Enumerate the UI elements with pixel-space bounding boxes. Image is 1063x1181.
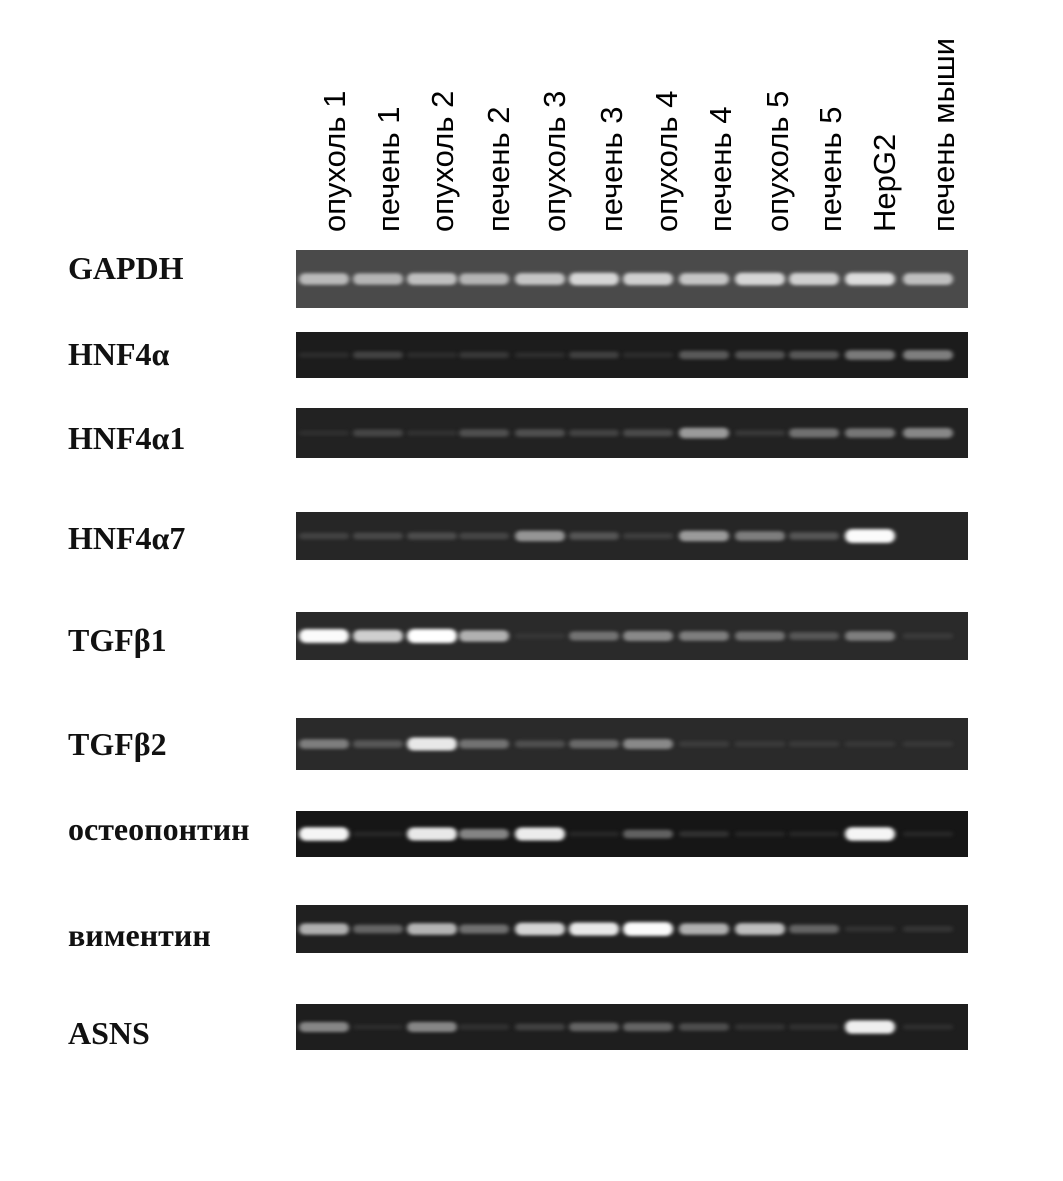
gel-band	[903, 1024, 953, 1029]
gel-band	[623, 533, 673, 539]
gel-band	[679, 273, 729, 285]
gene-label-osteopontin: остеопонтин	[68, 811, 250, 847]
gel-band	[735, 531, 785, 541]
gel-band	[735, 430, 785, 436]
gene-label-hnf4a: HNF4α	[68, 336, 170, 372]
gel-band	[735, 1024, 785, 1030]
gel-band	[903, 633, 953, 639]
gene-label-asns: ASNS	[68, 1015, 150, 1051]
gel-band	[353, 740, 403, 748]
gel-band	[845, 741, 895, 747]
gel-band	[515, 273, 565, 285]
gel-svg	[296, 612, 968, 660]
gel-band	[299, 430, 349, 435]
gel-strip-tgfb2	[296, 718, 968, 770]
gel-band	[845, 631, 895, 641]
gel-band	[459, 429, 509, 437]
gel-band	[623, 273, 673, 285]
lane-label-text: опухоль 2	[425, 90, 460, 232]
gel-band	[569, 740, 619, 749]
lane-label-text: печень мыши	[926, 37, 961, 232]
gel-strip-osteopontin	[296, 811, 968, 857]
gel-band	[903, 273, 953, 285]
gel-band	[623, 429, 673, 436]
gel-band	[903, 926, 953, 932]
gel-band	[789, 632, 839, 640]
gel-band	[845, 529, 895, 543]
gel-band	[353, 630, 403, 642]
gel-band	[735, 741, 785, 747]
lane-label-text: печень 1	[371, 106, 406, 232]
lane-label-text: опухоль 4	[649, 90, 684, 232]
gel-strip-vimentin	[296, 905, 968, 953]
gel-band	[515, 531, 565, 541]
gel-band	[299, 533, 349, 540]
gel-band	[407, 532, 457, 539]
gel-strip-hnf4a1	[296, 408, 968, 458]
gel-band	[407, 430, 457, 436]
gel-band	[299, 739, 349, 749]
gel-band	[623, 352, 673, 357]
lane-label-text: печень 5	[813, 106, 848, 232]
gel-band	[845, 350, 895, 360]
gel-band	[735, 831, 785, 836]
gel-band	[353, 533, 403, 540]
gel-band	[789, 741, 839, 747]
gel-band	[623, 1023, 673, 1032]
gene-label-vimentin: вимeнтин	[68, 917, 211, 953]
lane-label-text: печень 3	[594, 106, 629, 232]
lane-label-text: опухоль 1	[317, 90, 352, 232]
gel-band	[845, 428, 895, 437]
gel-band	[353, 831, 403, 836]
gel-band	[569, 532, 619, 540]
gel-band	[623, 922, 673, 936]
gel-band	[903, 741, 953, 747]
gel-band	[299, 352, 349, 357]
gel-band	[845, 827, 895, 841]
gel-band	[459, 924, 509, 933]
gel-band	[299, 923, 349, 934]
gel-band	[407, 1022, 457, 1032]
gel-band	[407, 828, 457, 841]
gel-band	[679, 531, 729, 542]
gel-svg	[296, 408, 968, 458]
gel-svg	[296, 811, 968, 857]
gel-band	[459, 273, 509, 284]
lane-label-text: печень 4	[703, 106, 738, 232]
gel-band	[845, 1020, 895, 1033]
gel-band	[679, 923, 729, 934]
gene-label-hnf4a7: HNF4α7	[68, 520, 186, 556]
gel-band	[569, 273, 619, 285]
lane-label-text: опухоль 5	[760, 90, 795, 232]
gel-band	[459, 630, 509, 641]
gel-band	[903, 428, 953, 438]
gel-svg	[296, 1004, 968, 1050]
gel-band	[845, 273, 895, 286]
gel-band	[679, 351, 729, 359]
gel-band	[845, 926, 895, 932]
gel-strip-tgfb1	[296, 612, 968, 660]
gel-band	[407, 738, 457, 751]
gel-svg	[296, 332, 968, 378]
gel-band	[789, 273, 839, 285]
gel-svg	[296, 512, 968, 560]
lane-label-text: HepG2	[867, 133, 902, 232]
gel-strip-hnf4a	[296, 332, 968, 378]
gel-band	[735, 273, 785, 285]
gel-band	[679, 428, 729, 439]
gel-band	[623, 830, 673, 839]
lane-label-text: печень 2	[481, 106, 516, 232]
gel-band	[515, 429, 565, 437]
gene-label-tgfb1: TGFβ1	[68, 622, 167, 658]
gel-band	[353, 430, 403, 437]
gel-band	[789, 1024, 839, 1030]
gel-band	[789, 351, 839, 359]
gel-band	[299, 629, 349, 643]
gel-band	[299, 1022, 349, 1032]
gel-band	[623, 631, 673, 641]
gel-band	[407, 923, 457, 934]
gel-band	[569, 430, 619, 437]
gel-band	[299, 273, 349, 284]
gene-label-hnf4a1: HNF4α1	[68, 420, 186, 456]
gel-band	[679, 1023, 729, 1031]
gel-band	[515, 923, 565, 935]
gel-band	[569, 631, 619, 640]
gel-band	[789, 831, 839, 836]
gel-band	[407, 629, 457, 643]
gel-band	[679, 831, 729, 837]
gel-band	[515, 740, 565, 747]
gel-band	[407, 352, 457, 357]
gel-band	[515, 1024, 565, 1031]
gel-band	[459, 533, 509, 540]
gel-band	[569, 923, 619, 936]
gel-band	[407, 273, 457, 285]
gel-svg	[296, 718, 968, 770]
gel-band	[735, 631, 785, 640]
gel-strip-gapdh	[296, 250, 968, 308]
gel-strip-hnf4a7	[296, 512, 968, 560]
gel-band	[459, 1024, 509, 1030]
gel-band	[735, 923, 785, 935]
gel-band	[353, 925, 403, 934]
gel-band	[515, 633, 565, 638]
gel-svg	[296, 905, 968, 953]
lane-label-text: опухоль 3	[537, 90, 572, 232]
gel-band	[515, 352, 565, 358]
gel-band	[299, 827, 349, 841]
gel-band	[903, 350, 953, 360]
gel-band	[569, 831, 619, 836]
gel-band	[569, 352, 619, 359]
gel-band	[789, 532, 839, 540]
gel-strip-asns	[296, 1004, 968, 1050]
gel-band	[903, 831, 953, 836]
gel-svg	[296, 250, 968, 308]
gel-band	[735, 351, 785, 359]
gel-band	[515, 827, 565, 840]
gel-band	[789, 925, 839, 934]
gel-band	[353, 1024, 403, 1029]
gel-band	[679, 741, 729, 747]
gene-label-gapdh: GAPDH	[68, 250, 184, 286]
gel-band	[459, 739, 509, 748]
gel-band	[569, 1023, 619, 1032]
gel-band	[353, 273, 403, 284]
gene-label-tgfb2: TGFβ2	[68, 726, 167, 762]
gel-band	[459, 352, 509, 358]
gel-band	[789, 428, 839, 437]
gel-band	[353, 352, 403, 359]
gel-band	[623, 739, 673, 749]
gel-band	[679, 631, 729, 641]
gel-band	[459, 829, 509, 839]
